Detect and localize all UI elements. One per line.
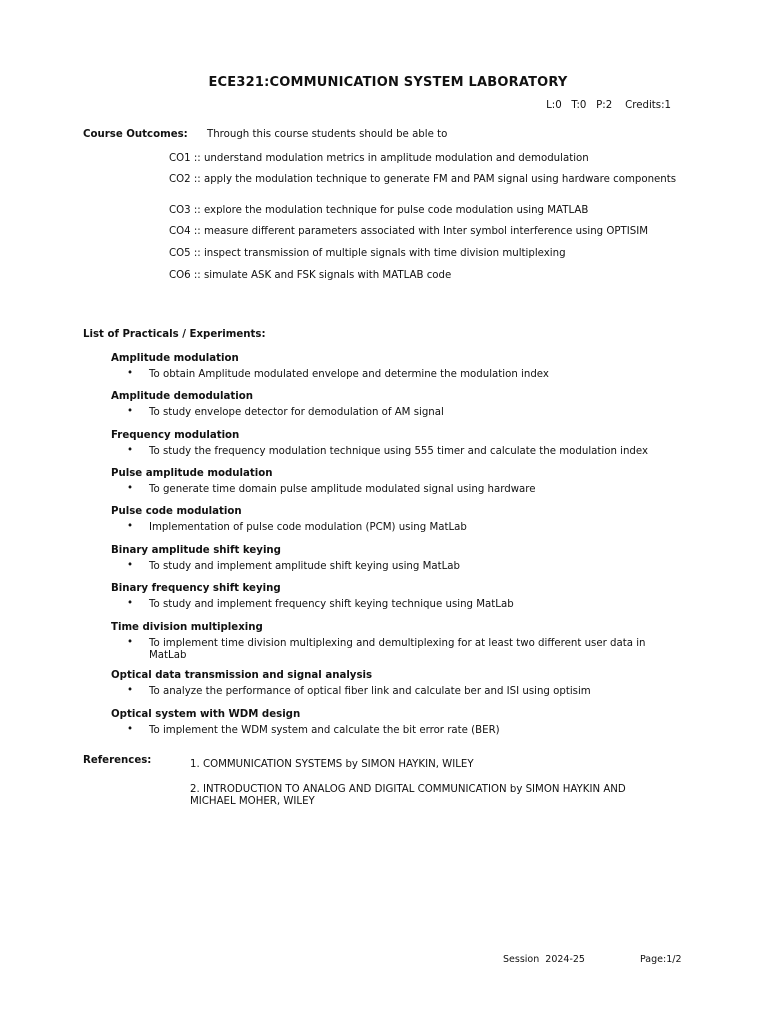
experiment-description: To analyze the performance of optical fiber link and calculate ber and ISI using optisim [149,686,591,697]
bullet-icon: • [126,637,133,648]
course-outcome-item: CO5 :: inspect transmission of multiple signals with time division multiplexing [169,248,566,259]
experiment-heading: Pulse code modulation [111,506,242,517]
experiment-heading: Pulse amplitude modulation [111,468,273,479]
experiment-description: To implement time division multiplexing and demultiplexing for at least two different user data in MatLab [149,638,646,661]
experiment-description: To study and implement amplitude shift keying using MatLab [149,561,461,572]
experiment-heading: Time division multiplexing [111,622,263,633]
experiment-description: To study the frequency modulation technique using 555 timer and calculate the modulation index [149,446,649,457]
experiment-description: To generate time domain pulse amplitude modulated signal using hardware [149,484,536,495]
practicals-heading: List of Practicals / Experiments: [83,329,266,340]
experiment-description: Implementation of pulse code modulation (PCM) using MatLab [149,522,467,533]
course-outcome-item: CO2 :: apply the modulation technique to generate FM and PAM signal using hardware components [169,174,677,185]
experiment-description: To obtain Amplitude modulated envelope and determine the modulation index [149,369,549,380]
experiment-heading: Binary frequency shift keying [111,583,281,594]
course-outcome-item: CO3 :: explore the modulation technique for pulse code modulation using MATLAB [169,205,589,216]
experiment-description: To study envelope detector for demodulation of AM signal [149,407,444,418]
course-outcomes-label: Course Outcomes: [83,129,188,140]
bullet-icon: • [126,406,133,417]
reference-item: 2. INTRODUCTION TO ANALOG AND DIGITAL COMMUNICATION by SIMON HAYKIN AND MICHAEL MOHER, WILEY [190,784,626,807]
course-outcome-item: CO6 :: simulate ASK and FSK signals with MATLAB code [169,270,452,281]
experiment-heading: Amplitude demodulation [111,391,253,402]
bullet-icon: • [126,483,133,494]
course-outcomes-intro: Through this course students should be able to [207,129,448,140]
experiment-heading: Binary amplitude shift keying [111,545,281,556]
experiment-description: To study and implement frequency shift keying technique using MatLab [149,599,514,610]
page-number: Page:1/2 [640,954,682,965]
bullet-icon: • [126,598,133,609]
experiment-heading: Optical data transmission and signal analysis [111,670,373,681]
course-outcome-item: CO4 :: measure different parameters associated with Inter symbol interference using OPTISIM [169,226,649,237]
bullet-icon: • [126,521,133,532]
bullet-icon: • [126,685,133,696]
experiment-heading: Optical system with WDM design [111,709,301,720]
bullet-icon: • [126,368,133,379]
credits-line: L:0 T:0 P:2 Credits:1 [546,100,671,111]
experiment-heading: Amplitude modulation [111,353,239,364]
course-outcome-item: CO1 :: understand modulation metrics in amplitude modulation and demodulation [169,153,589,164]
session-label: Session 2024-25 [503,954,585,965]
references-label: References: [83,755,152,766]
course-title: ECE321:COMMUNICATION SYSTEM LABORATORY [208,75,568,90]
experiment-description: To implement the WDM system and calculate the bit error rate (BER) [149,725,500,736]
bullet-icon: • [126,445,133,456]
reference-item: 1. COMMUNICATION SYSTEMS by SIMON HAYKIN, WILEY [190,759,474,770]
bullet-icon: • [126,724,133,735]
experiment-heading: Frequency modulation [111,430,240,441]
bullet-icon: • [126,560,133,571]
